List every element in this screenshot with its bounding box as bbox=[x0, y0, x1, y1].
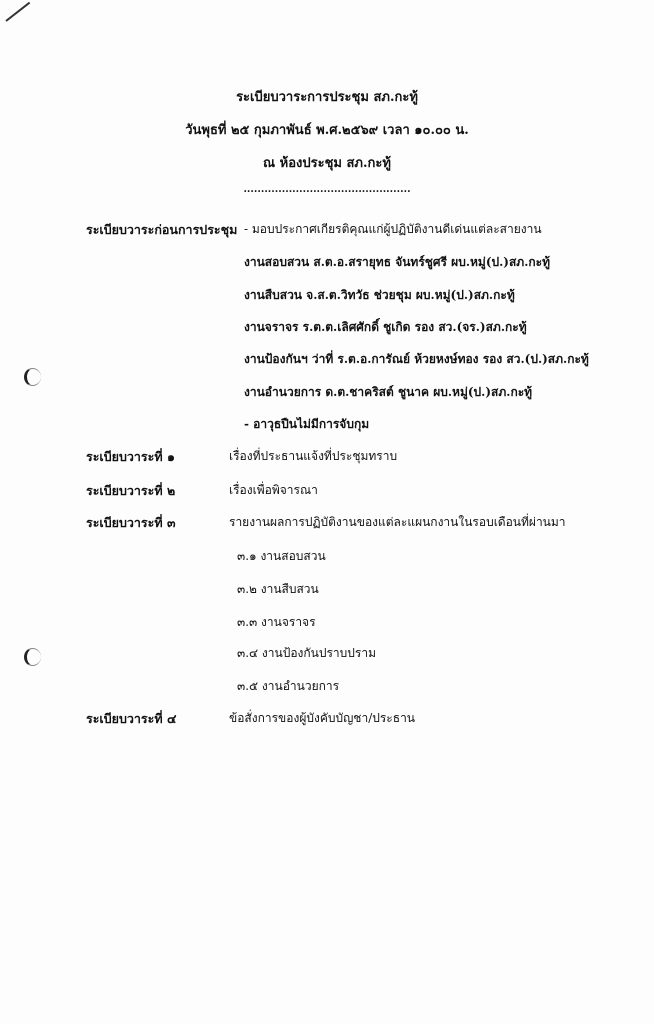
pre-agenda-item: งานสืบสวน จ.ส.ต.วิทวัธ ช่วยชุม ผบ.หมู่(ป.)สภ.กะทู้ bbox=[244, 288, 515, 302]
page-title: ระเบียบวาระการประชุม สภ.กะทู้ bbox=[236, 90, 418, 105]
agenda-2-label: ระเบียบวาระที่ ๒ bbox=[86, 483, 176, 498]
agenda-4-text: ข้อสั่งการของผู้บังคับบัญชา/ประธาน bbox=[229, 711, 416, 725]
punch-hole-top bbox=[24, 368, 41, 386]
agenda-3-subitem: ๓.๓ งานจราจร bbox=[237, 615, 316, 629]
agenda-3-text: รายงานผลการปฏิบัติงานของแต่ละแผนกงานในรอบเดือนที่ผ่านมา bbox=[229, 515, 566, 529]
agenda-3-subitem: ๓.๑ งานสอบสวน bbox=[237, 549, 326, 563]
agenda-3-subitem: ๓.๒ งานสืบสวน bbox=[237, 582, 319, 596]
separator-dots: ................................................ bbox=[243, 184, 411, 195]
pre-agenda-item: งานจราจร ร.ต.ต.เลิศศักดิ์ ชูเกิด รอง สว.(จร.)สภ.กะทู้ bbox=[244, 320, 527, 334]
agenda-1-text: เรื่องที่ประธานแจ้งที่ประชุมทราบ bbox=[229, 449, 398, 463]
agenda-4-label: ระเบียบวาระที่ ๔ bbox=[86, 711, 177, 726]
agenda-2-text: เรื่องเพื่อพิจารณา bbox=[229, 483, 318, 497]
pre-agenda-item: - อาวุธปืนไม่มีการจับกุม bbox=[244, 417, 370, 431]
pre-agenda-item: - มอบประกาศเกียรติคุณแก่ผู้ปฏิบัติงานดีเด่นแต่ละสายงาน bbox=[244, 222, 542, 236]
punch-hole-bottom bbox=[24, 648, 41, 666]
pre-agenda-item: งานอำนวยการ ด.ต.ชาคริสต์ ชูนาค ผบ.หมู่(ป.)สภ.กะทู้ bbox=[244, 385, 533, 399]
pre-agenda-item: งานป้องกันฯ ว่าที่ ร.ต.อ.การัณย์ ห้วยหงษ์ทอง รอง สว.(ป.)สภ.กะทู้ bbox=[244, 352, 589, 366]
meeting-location: ณ ห้องประชุม สภ.กะทู้ bbox=[263, 156, 391, 171]
pen-mark bbox=[5, 2, 30, 22]
agenda-3-subitem: ๓.๔ งานป้องกันปราบปราม bbox=[237, 646, 376, 660]
agenda-1-label: ระเบียบวาระที่ ๑ bbox=[86, 449, 175, 464]
meeting-date: วันพุธที่ ๒๕ กุมภาพันธ์ พ.ศ.๒๕๖๙ เวลา ๑๐.๐๐ น. bbox=[185, 123, 469, 138]
agenda-3-label: ระเบียบวาระที่ ๓ bbox=[86, 515, 176, 530]
agenda-3-subitem: ๓.๕ งานอำนวยการ bbox=[237, 679, 340, 693]
pre-agenda-item: งานสอบสวน ส.ต.อ.สรายุทธ จันทร์ชูศรี ผบ.หมู่(ป.)สภ.กะทู้ bbox=[244, 255, 551, 269]
pre-agenda-label: ระเบียบวาระก่อนการประชุม bbox=[86, 222, 238, 237]
